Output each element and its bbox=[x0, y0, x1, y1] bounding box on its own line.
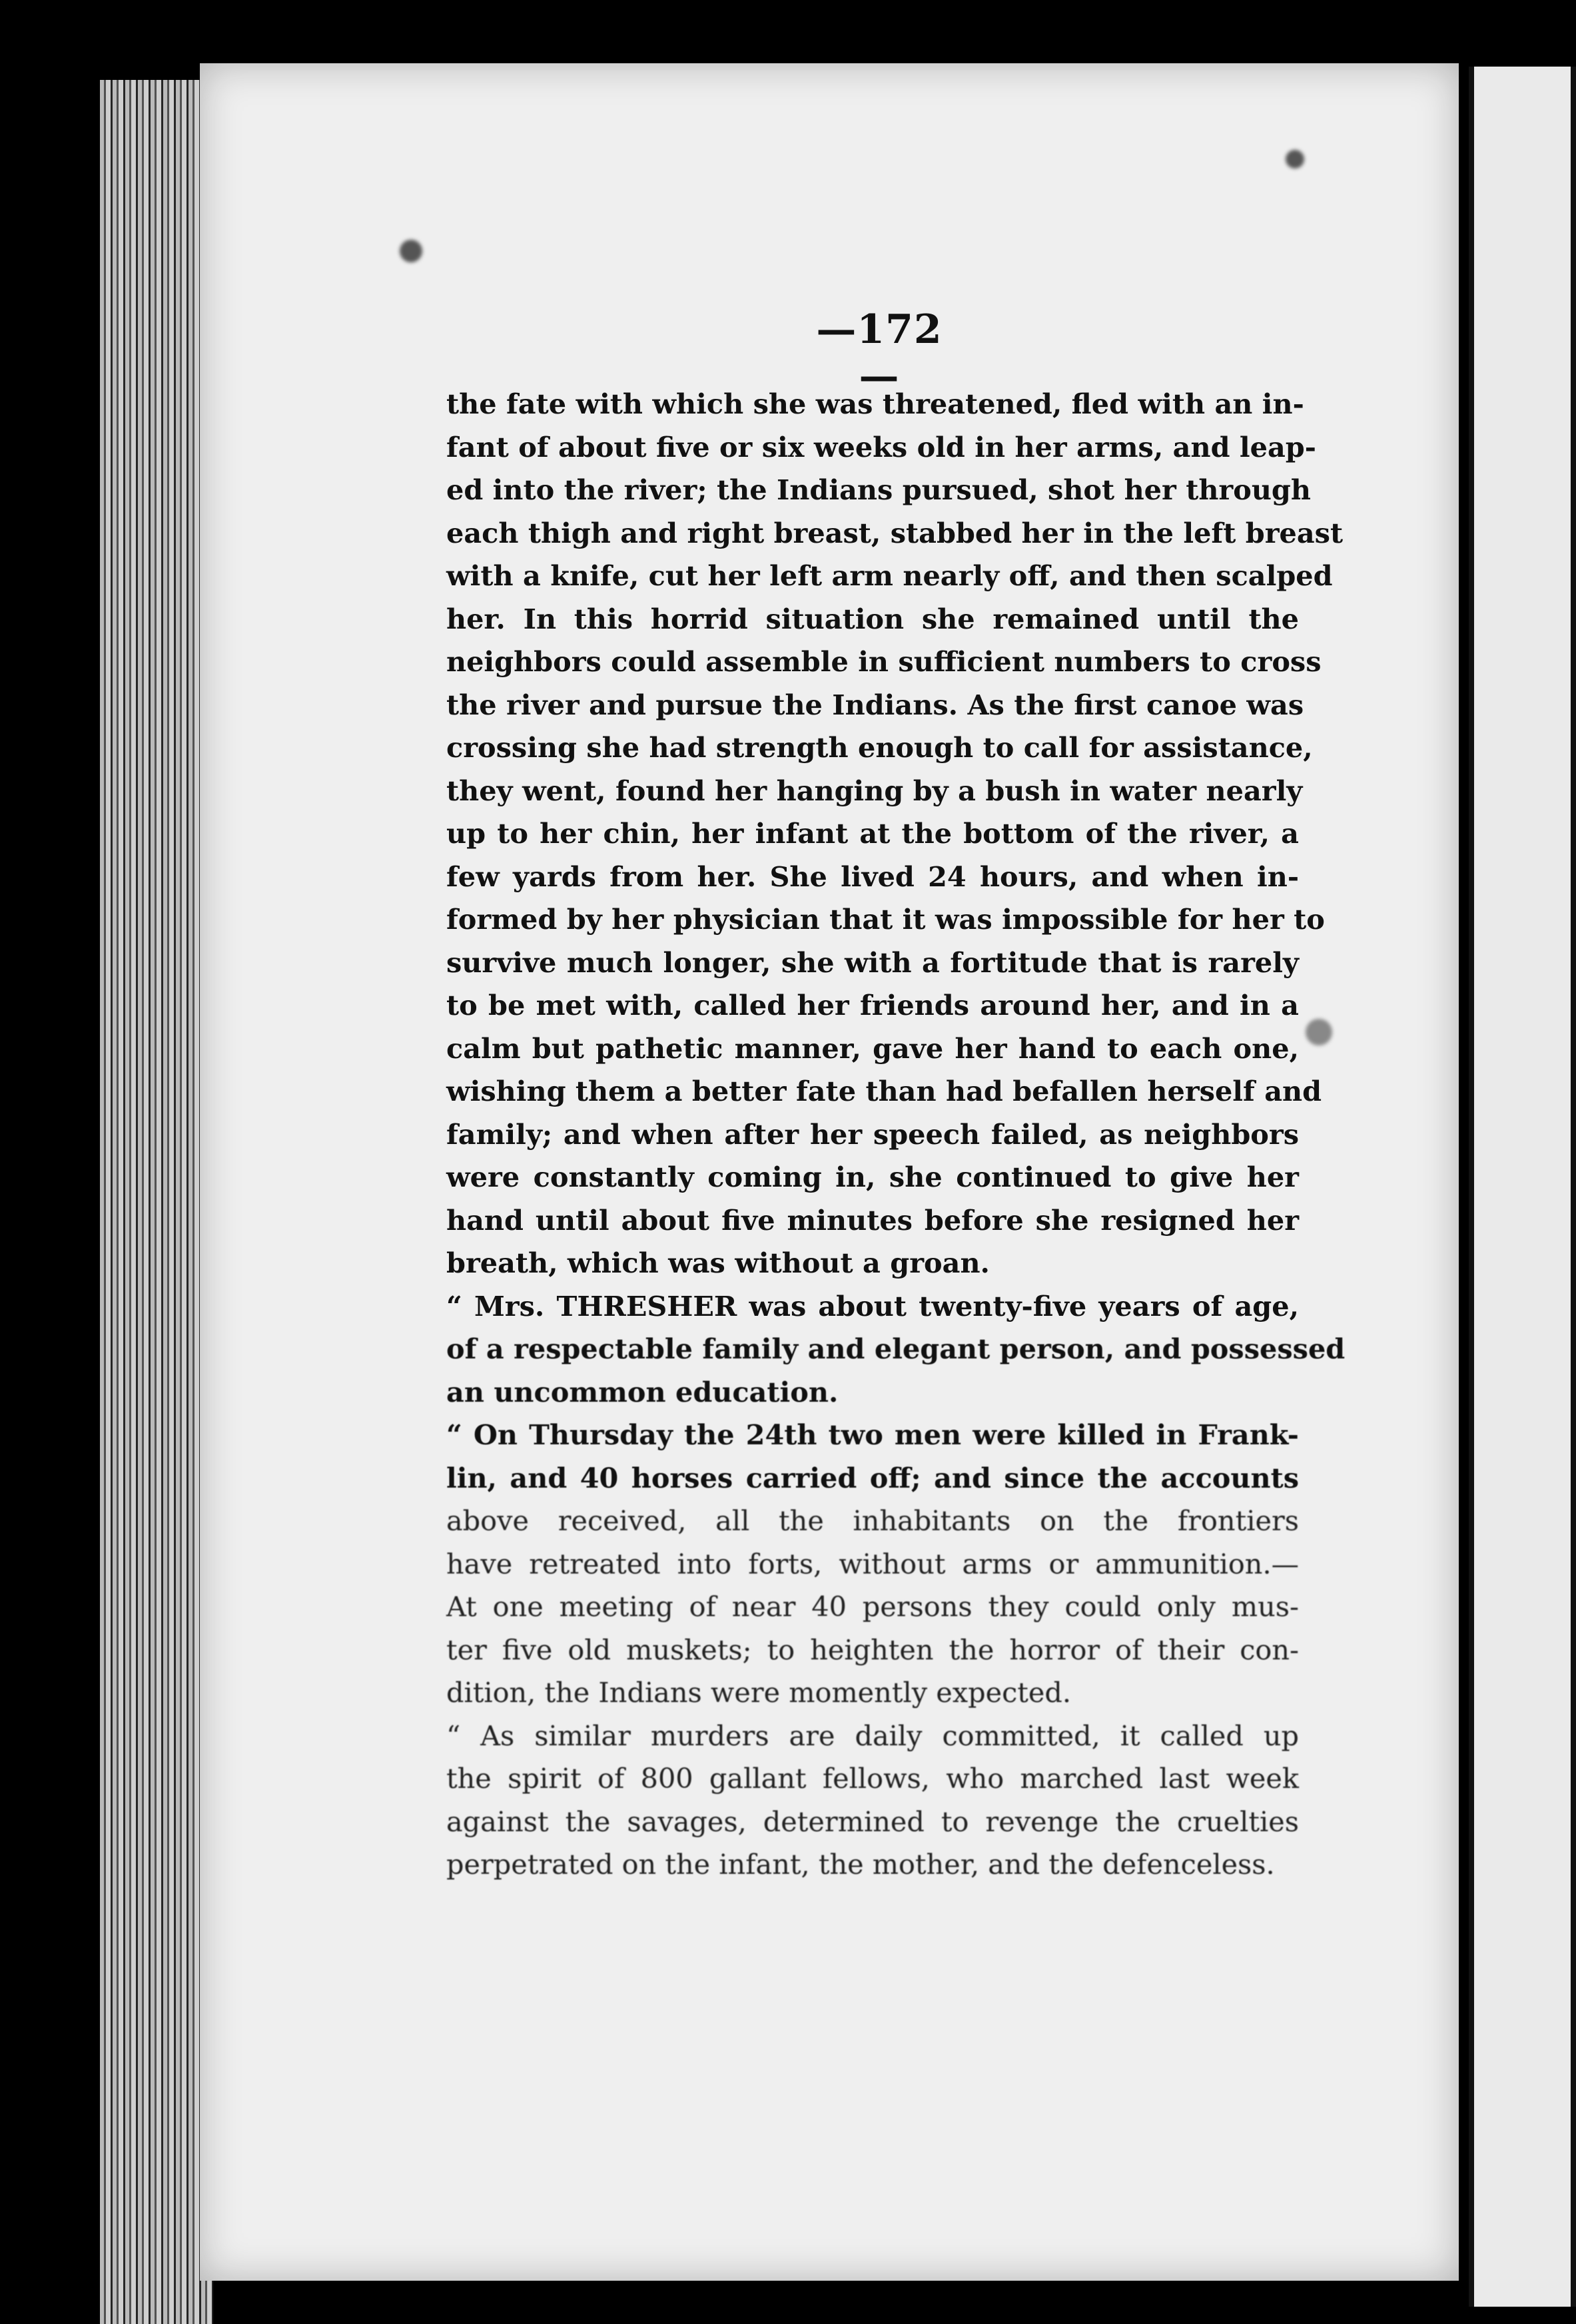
text-line: the spirit of 800 gallant fellows, who marched last week bbox=[446, 1763, 1299, 1795]
text-line: of a respectable family and elegant person, and possessed bbox=[446, 1332, 1346, 1365]
text-line: an uncommon education. bbox=[446, 1375, 839, 1408]
facing-page-edge bbox=[1469, 67, 1576, 2307]
text-line: wishing them a better fate than had befallen herself and bbox=[446, 1075, 1322, 1107]
text-line: survive much longer, she with a fortitude that is rarely bbox=[446, 946, 1299, 979]
text-line: crossing she had strength enough to call for assistance, bbox=[446, 731, 1313, 764]
text-line: to be met with, called her friends around her, and in a bbox=[446, 989, 1299, 1021]
page-number: —172— bbox=[816, 306, 943, 400]
text-line: each thigh and right breast, stabbed her in the left breast bbox=[446, 516, 1344, 549]
text-line: the fate with which she was threatened, fled with an in- bbox=[446, 388, 1304, 420]
text-line: “ As similar murders are daily committed, it called up bbox=[446, 1719, 1299, 1752]
text-line: fant of about five or six weeks old in her arms, and leap- bbox=[446, 430, 1316, 463]
ink-spot bbox=[1306, 1019, 1332, 1045]
text-line: ed into the river; the Indians pursued, shot her through bbox=[446, 473, 1311, 506]
text-line: perpetrated on the infant, the mother, and the defenceless. bbox=[446, 1849, 1275, 1881]
text-line: hand until about five minutes before she resigned her bbox=[446, 1203, 1299, 1237]
text-line: above received, all the inhabitants on the frontiers bbox=[446, 1505, 1299, 1537]
text-line: against the savages, determined to revenge the cruelties bbox=[446, 1805, 1299, 1838]
text-line: family; and when after her speech failed, as neighbors bbox=[446, 1117, 1299, 1151]
text-line: “ Mrs. THRESHER was about twenty-five years of age, bbox=[446, 1289, 1299, 1322]
text-line: breath, which was without a groan. bbox=[446, 1247, 990, 1279]
facing-page-border-right bbox=[1571, 67, 1576, 2307]
facing-page-border-left bbox=[1469, 67, 1474, 2307]
ink-spot bbox=[1286, 150, 1304, 168]
page-edges bbox=[100, 80, 213, 2324]
text-line: “ On Thursday the 24th two men were killed in Frank- bbox=[446, 1418, 1299, 1451]
text-line: were constantly coming in, she continued to give her bbox=[446, 1161, 1299, 1193]
text-line: lin, and 40 horses carried off; and since the accounts bbox=[446, 1461, 1299, 1494]
text-line: the river and pursue the Indians. As the first canoe was bbox=[446, 688, 1304, 721]
text-line: her. In this horrid situation she remained until the bbox=[446, 602, 1299, 635]
body-text bbox=[446, 383, 1346, 1887]
text-line: formed by her physician that it was impossible for her to bbox=[446, 903, 1325, 936]
text-line: few yards from her. She lived 24 hours, and when in- bbox=[446, 860, 1299, 893]
text-line: with a knife, cut her left arm nearly off, and then scalped bbox=[446, 559, 1333, 592]
text-line: neighbors could assemble in sufficient numbers to cross bbox=[446, 645, 1322, 678]
text-line: they went, found her hanging by a bush in water nearly bbox=[446, 774, 1303, 807]
text-line: At one meeting of near 40 persons they could only mus- bbox=[446, 1591, 1299, 1623]
text-line: dition, the Indians were momently expected. bbox=[446, 1677, 1072, 1709]
text-line: calm but pathetic manner, gave her hand to each one, bbox=[446, 1031, 1299, 1065]
ink-spot bbox=[400, 240, 422, 262]
text-line: have retreated into forts, without arms or ammunition.— bbox=[446, 1548, 1299, 1580]
text-line: up to her chin, her infant at the bottom of the river, a bbox=[446, 817, 1299, 850]
text-line: ter five old muskets; to heighten the horror of their con- bbox=[446, 1633, 1299, 1666]
